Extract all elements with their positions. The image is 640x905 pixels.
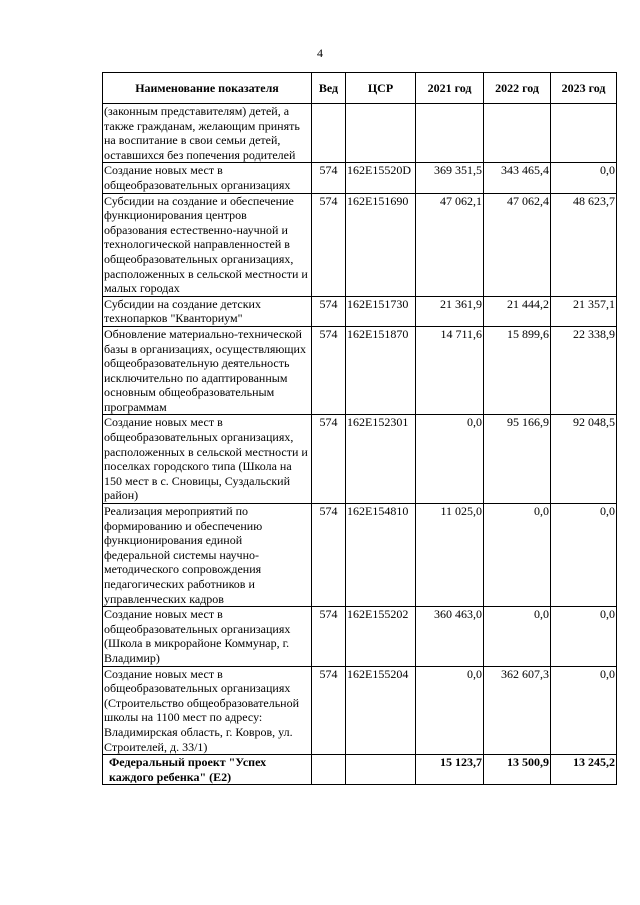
row-csr: 162E154810 bbox=[346, 504, 416, 607]
row-csr bbox=[346, 104, 416, 163]
row-2021: 14 711,6 bbox=[416, 326, 484, 415]
row-2022: 362 607,3 bbox=[484, 666, 551, 755]
row-2023: 13 245,2 bbox=[551, 755, 617, 785]
row-csr: 162E155202 bbox=[346, 607, 416, 666]
row-2022: 0,0 bbox=[484, 607, 551, 666]
row-csr: 162E152301 bbox=[346, 415, 416, 504]
row-csr: 162E155204 bbox=[346, 666, 416, 755]
row-2021: 11 025,0 bbox=[416, 504, 484, 607]
table-row bbox=[103, 163, 617, 193]
row-ved bbox=[312, 755, 346, 785]
row-ved: 574 bbox=[312, 296, 346, 326]
row-name: Создание новых мест в общеобразовательных организациях bbox=[103, 163, 312, 193]
table-row bbox=[103, 104, 617, 163]
row-ved bbox=[312, 104, 346, 163]
row-ved: 574 bbox=[312, 415, 346, 504]
row-name: Субсидии на создание детских технопарков "Кванториум" bbox=[103, 296, 312, 326]
row-2022: 15 899,6 bbox=[484, 326, 551, 415]
row-2022: 13 500,9 bbox=[484, 755, 551, 785]
row-2023: 0,0 bbox=[551, 504, 617, 607]
row-name: Создание новых мест в общеобразовательных организациях, расположенных в сельской местности и поселках городского типа (Школа на 150 мест в с. Сновицы, Суздальский район) bbox=[103, 415, 312, 504]
row-name: Реализация мероприятий по формированию и обеспечению функционирования единой федеральной системы научно-методического сопровождения педагогических работников и управленческих кадров bbox=[103, 504, 312, 607]
row-2022: 95 166,9 bbox=[484, 415, 551, 504]
row-2023: 22 338,9 bbox=[551, 326, 617, 415]
table-row bbox=[103, 193, 617, 296]
row-2021: 360 463,0 bbox=[416, 607, 484, 666]
row-name: Федеральный проект "Успех каждого ребенка" (E2) bbox=[103, 755, 312, 785]
row-2022: 0,0 bbox=[484, 504, 551, 607]
page-number: 4 bbox=[317, 46, 323, 60]
table-row bbox=[103, 666, 617, 755]
table-header-row bbox=[103, 73, 617, 104]
row-2021: 369 351,5 bbox=[416, 163, 484, 193]
row-ved: 574 bbox=[312, 504, 346, 607]
row-2023: 0,0 bbox=[551, 163, 617, 193]
budget-table bbox=[102, 72, 617, 785]
header-csr: ЦСР bbox=[346, 73, 416, 104]
row-2021: 15 123,7 bbox=[416, 755, 484, 785]
row-2023 bbox=[551, 104, 617, 163]
row-ved: 574 bbox=[312, 607, 346, 666]
row-ved: 574 bbox=[312, 666, 346, 755]
row-2023: 21 357,1 bbox=[551, 296, 617, 326]
row-name: (законным представителям) детей, а также гражданам, желающим принять на воспитание в свои семьи детей, оставшихся без попечения родителей bbox=[103, 104, 312, 163]
row-2021: 0,0 bbox=[416, 666, 484, 755]
row-csr: 162E151870 bbox=[346, 326, 416, 415]
table-row bbox=[103, 607, 617, 666]
row-2023: 48 623,7 bbox=[551, 193, 617, 296]
row-csr: 162E151730 bbox=[346, 296, 416, 326]
row-2023: 92 048,5 bbox=[551, 415, 617, 504]
header-2023: 2023 год bbox=[551, 73, 617, 104]
row-csr: 162E15520D bbox=[346, 163, 416, 193]
table-row bbox=[103, 326, 617, 415]
row-csr bbox=[346, 755, 416, 785]
row-2022 bbox=[484, 104, 551, 163]
row-2021: 0,0 bbox=[416, 415, 484, 504]
row-2021: 21 361,9 bbox=[416, 296, 484, 326]
table-row bbox=[103, 504, 617, 607]
row-ved: 574 bbox=[312, 193, 346, 296]
header-ved: Вед bbox=[312, 73, 346, 104]
row-2021: 47 062,1 bbox=[416, 193, 484, 296]
header-2021: 2021 год bbox=[416, 73, 484, 104]
row-ved: 574 bbox=[312, 163, 346, 193]
row-csr: 162E151690 bbox=[346, 193, 416, 296]
header-name: Наименование показателя bbox=[103, 73, 312, 104]
row-name: Создание новых мест в общеобразовательных организациях (Строительство общеобразовательной школы на 1100 мест по адресу: Владимирская область, г. Ковров, ул. Строителей, д. 33/1) bbox=[103, 666, 312, 755]
table-row bbox=[103, 415, 617, 504]
row-2022: 47 062,4 bbox=[484, 193, 551, 296]
table-row bbox=[103, 296, 617, 326]
row-2023: 0,0 bbox=[551, 666, 617, 755]
row-2021 bbox=[416, 104, 484, 163]
row-name: Создание новых мест в общеобразовательных организациях (Школа в микрорайоне Коммунар, г. Владимир) bbox=[103, 607, 312, 666]
table-row-total bbox=[103, 755, 617, 785]
row-name: Субсидии на создание и обеспечение функционирования центров образования естественно-научной и технологической направленностей в общеобразовательных организациях, расположенных в сельской местности и малых городах bbox=[103, 193, 312, 296]
row-2022: 343 465,4 bbox=[484, 163, 551, 193]
row-2023: 0,0 bbox=[551, 607, 617, 666]
header-2022: 2022 год bbox=[484, 73, 551, 104]
row-name: Обновление материально-технической базы в организациях, осуществляющих общеобразовательную деятельность исключительно по адаптированным основным общеобразовательным программам bbox=[103, 326, 312, 415]
row-2022: 21 444,2 bbox=[484, 296, 551, 326]
row-ved: 574 bbox=[312, 326, 346, 415]
